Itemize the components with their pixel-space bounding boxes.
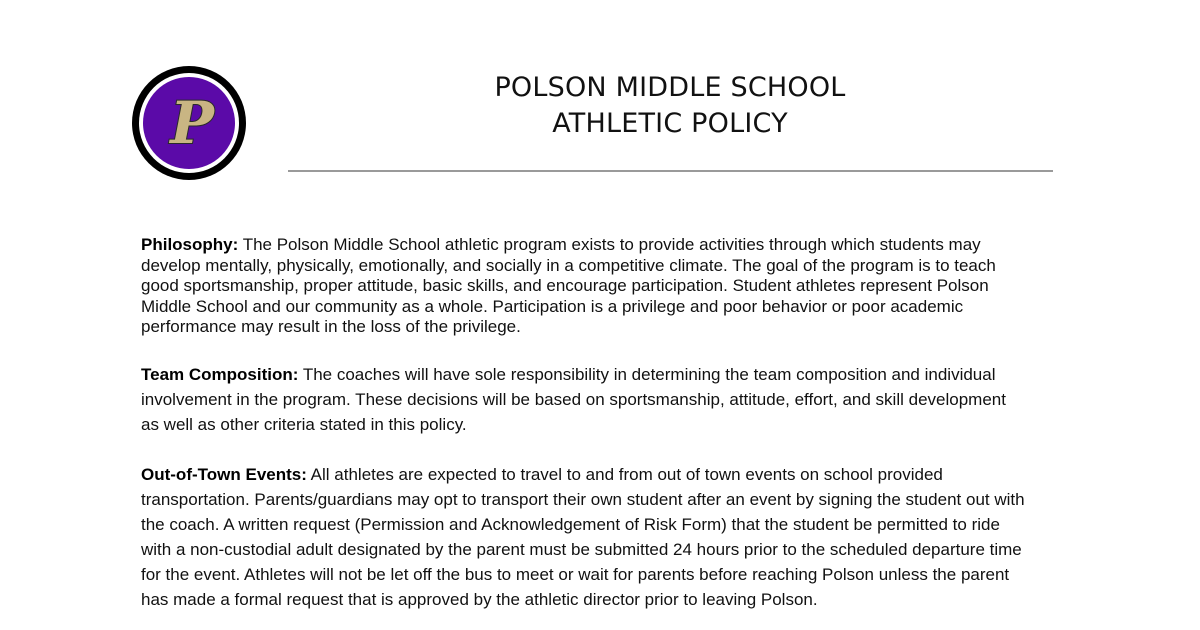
paragraph-line: as well as other criteria stated in this policy. [141, 415, 467, 434]
paragraph-line: Out-of-Town Events: All athletes are expected to travel to and from out of town events on school provided [141, 465, 943, 484]
header-divider [288, 170, 1053, 172]
paragraph-line: for the event. Athletes will not be let off the bus to meet or wait for parents before reaching Polson unless the parent [141, 565, 1010, 584]
team-composition-paragraph [141, 362, 1071, 437]
paragraph-line: transportation. Parents/guardians may opt to transport their own student after an event by signing the student out with [141, 490, 1025, 509]
paragraph-line: good sportsmanship, proper attitude, basic skills, and encourage participation. Student athletes represent Polson [141, 276, 989, 296]
out-of-town-heading: Out-of-Town Events: [141, 465, 307, 484]
title-line-2: ATHLETIC POLICY [552, 108, 788, 139]
philosophy-paragraph [141, 235, 1071, 338]
out-of-town-paragraph [141, 462, 1071, 612]
paragraph-line: Middle School and our community as a whole. Participation is a privilege and poor behavior or poor academic [141, 296, 964, 316]
paragraph-line: develop mentally, physically, emotionally, and socially in a competitive climate. The goal of the program is to teach [141, 255, 996, 275]
paragraph-line: the coach. A written request (Permission and Acknowledgement of Risk Form) that the student be permitted to ride [141, 515, 1000, 534]
team-composition-heading: Team Composition: [141, 365, 299, 384]
paragraph-line: has made a formal request that is approved by the athletic director prior to leaving Polson. [141, 590, 818, 609]
paragraph-line: involvement in the program. These decisions will be based on sportsmanship, attitude, effort, and skill development [141, 390, 1006, 409]
philosophy-heading: Philosophy: [141, 235, 239, 254]
paragraph-line: performance may result in the loss of the privilege. [141, 317, 521, 337]
paragraph-line: Team Composition: The coaches will have sole responsibility in determining the team composition and individual [141, 365, 996, 384]
school-logo [132, 66, 246, 180]
page-title [440, 70, 900, 142]
paragraph-line: with a non-custodial adult designated by the parent must be submitted 24 hours prior to the scheduled departure time [141, 540, 1022, 559]
paragraph-line: Philosophy: The Polson Middle School athletic program exists to provide activities through which students may [141, 235, 981, 254]
title-line-1: POLSON MIDDLE SCHOOL [494, 72, 846, 103]
logo-letter: P [170, 89, 214, 157]
